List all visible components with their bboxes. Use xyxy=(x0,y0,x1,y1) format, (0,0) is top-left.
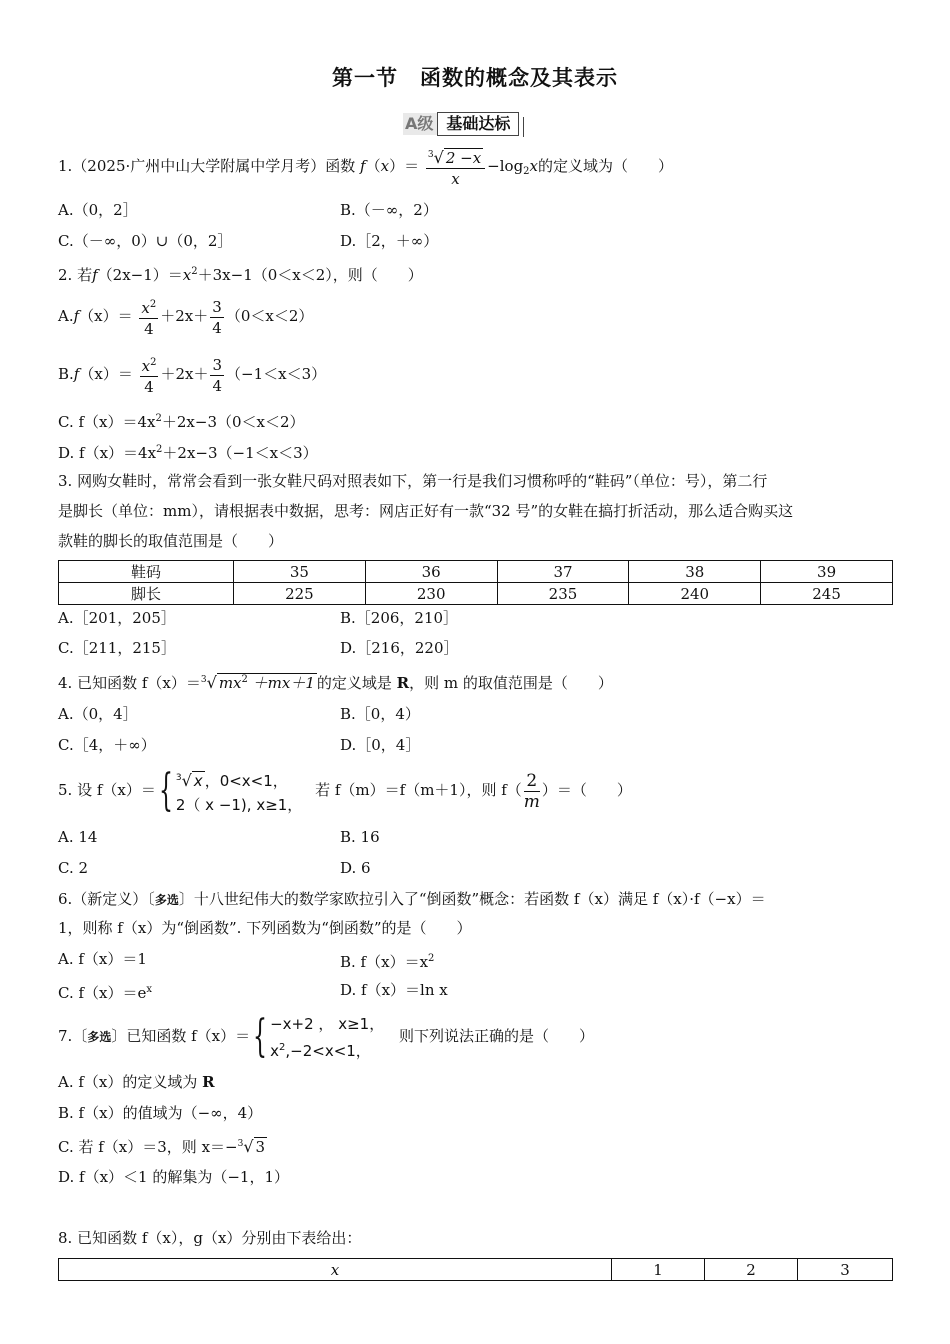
q2-b-frac1-den: 4 xyxy=(144,378,154,396)
table-cell: 38 xyxy=(629,561,761,583)
q7-option-b: B. f（x）的值域为（−∞，4） xyxy=(58,1104,263,1122)
q5-rad-body: x xyxy=(193,771,203,790)
q7-cube-root xyxy=(238,1134,267,1157)
q5-num: 2 xyxy=(524,771,540,792)
q1-suffix: 的定义域为（ ） xyxy=(538,157,674,175)
q4-suffix-a: 的定义域是 xyxy=(316,674,397,692)
q2-b-frac2-num: 3 xyxy=(212,355,223,374)
q5-case-1 xyxy=(176,766,302,793)
q2-option-b xyxy=(58,352,326,397)
q1-minus-log: −log xyxy=(487,157,524,175)
table-cell: x xyxy=(59,1259,612,1281)
q1-option-c: C.（－∞，0）∪（0，2］ xyxy=(58,232,233,250)
table-cell: 1 xyxy=(612,1259,705,1281)
q2-stem-b: （2x−1）＝ xyxy=(97,266,183,284)
q1-log-base: 2 xyxy=(523,166,530,177)
q1-prefix: 1.（2025·广州中山大学附属中学月考）函数 xyxy=(58,157,356,175)
q7-option-a xyxy=(58,1072,215,1092)
q1-numerator xyxy=(426,145,485,169)
q6-option-c xyxy=(58,980,152,1003)
level-badge xyxy=(403,111,519,137)
q4-option-c: C.［4，＋∞） xyxy=(58,736,156,754)
q2-a-mid: （x）＝ xyxy=(79,307,133,325)
question-1-stem xyxy=(58,144,673,194)
q2-stem-a: 2. 若 xyxy=(58,266,93,284)
q3-option-d: D.［216，220］ xyxy=(340,639,459,657)
q4-option-a: A.（0，4］ xyxy=(58,705,138,723)
table-row xyxy=(59,1259,893,1281)
q2-b-frac1-num xyxy=(140,353,159,377)
q2-stem-sup: 2 xyxy=(191,266,198,277)
q2-a-frac2-den: 4 xyxy=(212,318,222,337)
table-cell: 2 xyxy=(705,1259,798,1281)
q2-a-label: A. xyxy=(58,307,74,325)
q4-rad-tail: ＋mx＋1 xyxy=(247,674,315,692)
q1-f: f xyxy=(360,157,366,175)
q2-stem-x: x xyxy=(182,266,192,284)
table-cell: 3 xyxy=(798,1259,893,1281)
q7-prefix-b: 〕已知函数 f（x）＝ xyxy=(111,1027,251,1045)
q2-a-frac2 xyxy=(210,297,224,338)
q2-b-plus: ＋2x＋ xyxy=(160,365,209,383)
q7-option-d: D. f（x）＜1 的解集为（−1，1） xyxy=(58,1168,290,1186)
radical-icon: √ xyxy=(181,770,192,790)
radical-icon: √ xyxy=(206,673,217,692)
table-cell: 39 xyxy=(761,561,893,583)
q4-rad-body xyxy=(217,673,317,692)
left-brace-icon: { xyxy=(253,1011,268,1062)
q4-suffix-r: R xyxy=(396,674,410,692)
q4-rad-mx: mx xyxy=(218,674,242,692)
q4-prefix: 4. 已知函数 f（x）＝ xyxy=(58,674,201,692)
table-cell: 245 xyxy=(761,583,893,605)
q2-a-num-x: x xyxy=(141,299,150,317)
table-cell: 35 xyxy=(234,561,366,583)
q1-fraction xyxy=(426,145,485,189)
q5-tail: ）＝（ ） xyxy=(541,781,632,799)
table-cell: 36 xyxy=(365,561,497,583)
q4-option-d: D.［0，4］ xyxy=(340,736,421,754)
q6-c-text: C. f（x）＝e xyxy=(58,984,147,1002)
q6-stem-line1 xyxy=(58,889,766,910)
q7-case2-x: x xyxy=(270,1041,279,1060)
q7-cases xyxy=(270,1012,384,1063)
q2-b-num-sup: 2 xyxy=(150,357,157,368)
q2-a-f: f xyxy=(73,307,80,325)
table-cell: 鞋码 xyxy=(59,561,234,583)
question-5-stem xyxy=(58,764,632,817)
q1-cube-root xyxy=(428,145,483,168)
q3-option-a: A.［201，205］ xyxy=(58,609,176,627)
q5-cube-root xyxy=(176,766,205,793)
q7-c-text: C. 若 f（x）＝3，则 x＝− xyxy=(58,1138,238,1156)
q6-stem-line2: 1，则称 f（x）为“倒函数”. 下列函数为“倒函数”的是（ ） xyxy=(58,919,472,937)
question-4-stem xyxy=(58,670,613,693)
q5-option-d: D. 6 xyxy=(340,859,371,877)
q7-rad-index: 3 xyxy=(237,1139,244,1149)
function-table xyxy=(58,1258,893,1281)
q7-option-c xyxy=(58,1134,267,1157)
q2-a-frac1-num xyxy=(139,295,158,319)
multi-select-tag: 多选 xyxy=(87,1030,112,1044)
q7-case-2 xyxy=(270,1036,384,1063)
multi-select-tag: 多选 xyxy=(154,893,179,907)
table-cell: 230 xyxy=(365,583,497,605)
q6-option-b xyxy=(340,949,434,972)
q2-b-num-x: x xyxy=(141,357,151,375)
q1-option-b: B.（－∞，2） xyxy=(340,201,438,219)
q5-option-b: B. 16 xyxy=(340,828,380,846)
q7-prefix-a: 7.〔 xyxy=(58,1027,88,1045)
radical-icon: √ xyxy=(433,148,444,167)
q7-case2-sup: 2 xyxy=(279,1041,286,1053)
q4-rad-sup: 2 xyxy=(241,674,248,685)
q1-denominator: x xyxy=(451,170,460,188)
q1-lp: （ xyxy=(365,157,381,175)
shoe-size-table xyxy=(58,560,893,605)
q2-a-plus: ＋2x＋ xyxy=(160,307,209,325)
q2-b-frac2 xyxy=(210,355,224,396)
q5-option-a: A. 14 xyxy=(58,828,98,846)
q2-d-text: D. f（x）＝4x xyxy=(58,444,157,462)
left-brace-icon: { xyxy=(158,765,173,816)
q5-rad-index: 3 xyxy=(175,772,182,783)
q2-b-f: f xyxy=(73,365,80,383)
q2-c-text: C. f（x）＝4x xyxy=(58,413,156,431)
q1-log-x: x xyxy=(529,157,539,175)
q5-case-2: 2（ x −1), x≥1， xyxy=(175,795,303,814)
q5-prefix: 5. 设 f（x）＝ xyxy=(58,781,156,799)
q3-option-c: C.［211，215］ xyxy=(58,639,176,657)
q5-case1-cond: ，0<x<1， xyxy=(204,771,288,790)
q6-b-text: B. f（x）＝x xyxy=(340,953,429,971)
q2-stem-f: f xyxy=(92,266,98,284)
question-2-stem xyxy=(58,262,423,285)
q1-rad-body: 2 −x xyxy=(445,149,482,167)
level-label: A级 xyxy=(403,113,437,135)
q2-a-num-sup: 2 xyxy=(149,299,157,310)
table-row xyxy=(59,583,893,605)
q8-stem: 8. 已知函数 f（x），g（x）分别由下表给出： xyxy=(58,1229,362,1247)
q2-option-a xyxy=(58,294,313,339)
q4-cube-root xyxy=(201,670,317,693)
q2-stem-c: ＋3x−1（0＜x＜2），则（ ） xyxy=(197,266,423,284)
q5-mid: 若 f（m）＝f（m＋1），则 f（ xyxy=(315,781,522,799)
q2-c-sup: 2 xyxy=(155,413,162,424)
q5-cases xyxy=(176,766,302,817)
q6-line1-a: 6.（新定义）〔 xyxy=(58,890,155,908)
q4-suffix-b: ，则 m 的取值范围是（ ） xyxy=(409,674,613,692)
q1-rp: ）＝ xyxy=(389,157,420,175)
q1-x: x xyxy=(380,157,390,175)
table-row xyxy=(59,561,893,583)
q2-d-sup: 2 xyxy=(156,444,163,455)
q2-b-label: B. xyxy=(58,365,74,383)
question-7-stem xyxy=(58,1010,594,1063)
table-cell: 235 xyxy=(497,583,629,605)
q7-case2-tail: ,−2<x<1， xyxy=(285,1041,371,1060)
q3-stem-line3: 款鞋的脚长的取值范围是（ ） xyxy=(58,532,284,550)
q7-a-r: R xyxy=(202,1073,215,1091)
q4-option-b: B.［0，4） xyxy=(340,705,420,723)
table-cell: 240 xyxy=(629,583,761,605)
q7-rad-body: 3 xyxy=(255,1138,266,1156)
q2-option-d xyxy=(58,440,318,463)
q2-a-frac2-num: 3 xyxy=(212,297,222,316)
q3-stem-line2: 是脚长（单位：mm），请根据表中数据，思考：网店正好有一款“32 号”的女鞋在搞打折活动，那么适合购买这 xyxy=(58,502,794,520)
q2-a-range: （0＜x＜2） xyxy=(225,307,314,325)
q2-c-tail: ＋2x−3（0＜x＜2） xyxy=(161,413,305,431)
q7-a-text: A. f（x）的定义域为 xyxy=(58,1073,203,1091)
level-name: 基础达标 xyxy=(437,112,519,136)
q2-a-frac1-den: 4 xyxy=(144,320,154,338)
q6-option-a: A. f（x）＝1 xyxy=(58,950,147,968)
q1-option-a: A.（0，2］ xyxy=(58,201,138,219)
q6-line1-b: 〕十八世纪伟大的数学家欧拉引入了“倒函数”概念：若函数 f（x）满足 f（x）·f（−x）＝ xyxy=(178,890,766,908)
q5-den: m xyxy=(523,791,540,812)
table-cell: 37 xyxy=(497,561,629,583)
q2-b-frac1 xyxy=(140,353,159,397)
q6-c-sup: x xyxy=(146,984,153,995)
q2-a-frac1 xyxy=(139,295,158,339)
q2-b-mid: （x）＝ xyxy=(79,365,133,383)
q2-b-range: （−1＜x＜3） xyxy=(226,365,327,383)
page-title: 第一节 函数的概念及其表示 xyxy=(332,66,618,90)
q1-rad-index: 3 xyxy=(427,150,434,160)
q5-option-c: C. 2 xyxy=(58,859,89,877)
q7-tail: 则下列说法正确的是（ ） xyxy=(398,1027,594,1045)
q2-d-tail: ＋2x−3（−1＜x＜3） xyxy=(162,444,318,462)
radical-icon: √ xyxy=(243,1137,254,1156)
q6-b-sup: 2 xyxy=(428,953,435,964)
q3-stem-line1: 3. 网购女鞋时，常常会看到一张女鞋尺码对照表如下，第一行是我们习惯称呼的“鞋码”（单位：号），第二行 xyxy=(58,472,768,490)
q2-option-c xyxy=(58,409,305,432)
q5-fraction xyxy=(524,771,540,812)
q3-option-b: B.［206，210］ xyxy=(340,609,459,627)
q4-rad-index: 3 xyxy=(200,675,207,685)
q6-option-d: D. f（x）＝ln x xyxy=(340,981,448,999)
q2-b-frac2-den: 4 xyxy=(212,376,223,395)
q1-option-d: D.［2，＋∞） xyxy=(340,232,439,250)
table-cell: 225 xyxy=(234,583,366,605)
table-cell: 脚长 xyxy=(59,583,234,605)
q7-case-1: −x+2 ， x≥1， xyxy=(270,1014,385,1033)
